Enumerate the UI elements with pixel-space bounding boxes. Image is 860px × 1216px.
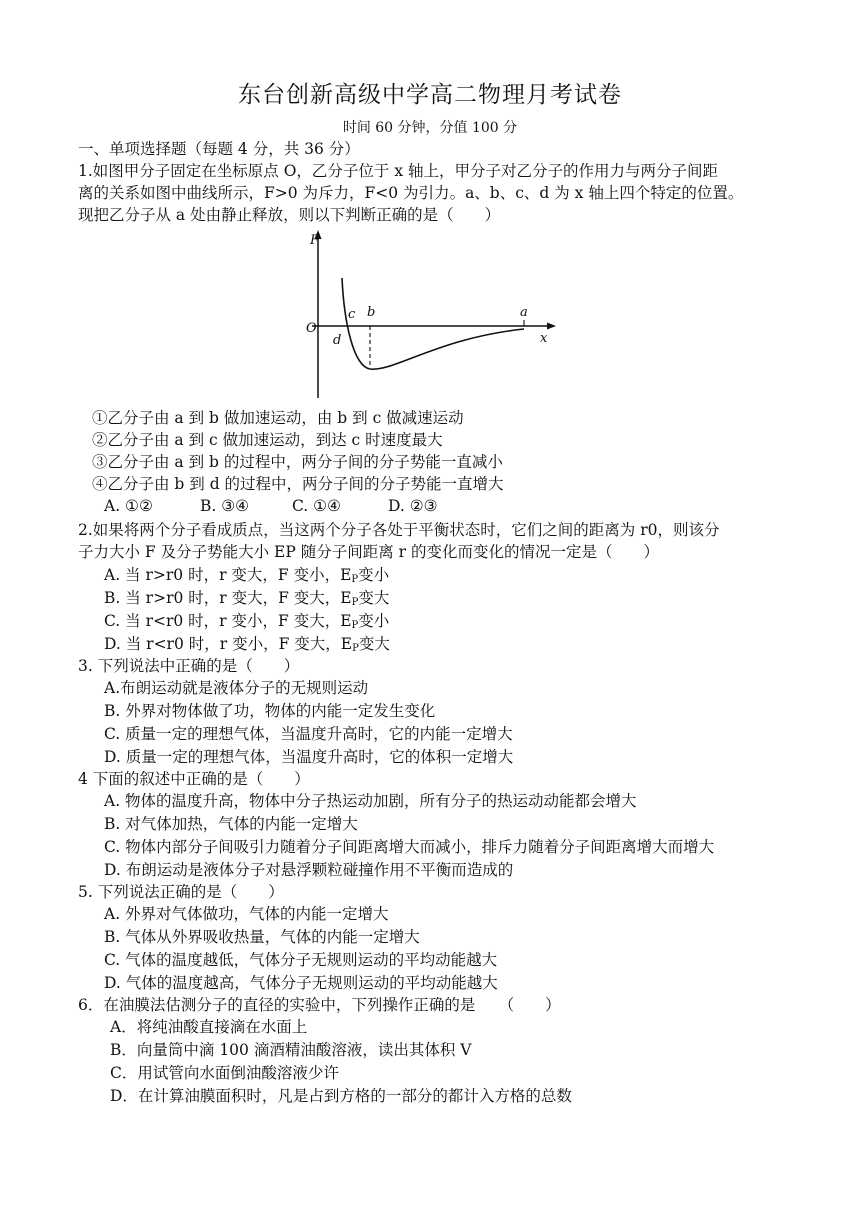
q1-option-a[interactable]: A. ①② (104, 497, 153, 515)
point-b-label: b (367, 305, 376, 320)
x-axis-arrow (547, 323, 556, 330)
force-distance-graph (298, 226, 560, 402)
q2-stem-line-1: 2.如果将两个分子看成质点，当这两个分子各处于平衡状态时，它们之间的距离为 r0，则该分 (78, 521, 720, 539)
q5-stem: 5. 下列说法正确的是（ ） (78, 883, 284, 901)
q2-option-c-text: C. 当 r<r0 时，r 变小，F 变大，E (104, 612, 352, 630)
q2-option-d-text: D. 当 r<r0 时，r 变小，F 变大，E (104, 635, 353, 653)
point-c-label: c (348, 307, 356, 322)
f-axis-label: F (310, 233, 320, 248)
origin-label: O (306, 321, 317, 336)
q2-option-d-tail: 变大 (358, 635, 390, 653)
point-a-label: a (520, 305, 528, 320)
q4-option-d[interactable]: D. 布朗运动是液体分子对悬浮颗粒碰撞作用不平衡而造成的 (104, 861, 514, 879)
q6-option-b[interactable]: B．向量筒中滴 100 滴酒精油酸溶液，读出其体积 V (110, 1041, 472, 1059)
q4-option-b[interactable]: B. 对气体加热，气体的内能一定增大 (104, 815, 358, 833)
q1-option-b[interactable]: B. ③④ (200, 497, 250, 515)
q6-stem: 6．在油膜法估测分子的直径的实验中，下列操作正确的是 （ ） (78, 996, 561, 1014)
q1-statement-3: ③乙分子由 a 到 b 的过程中，两分子间的分子势能一直减小 (92, 453, 503, 471)
q1-option-c[interactable]: C. ①④ (292, 497, 341, 515)
q6-option-d[interactable]: D．在计算油膜面积时，凡是占到方格的一部分的都计入方格的总数 (110, 1087, 572, 1105)
q2-option-b-tail: 变大 (358, 589, 390, 607)
q4-option-c[interactable]: C. 物体内部分子间吸引力随着分子间距离增大而减小，排斥力随着分子间距离增大而增大 (104, 838, 715, 856)
q2-option-c-sub: P (351, 620, 359, 631)
q1-statement-1: ①乙分子由 a 到 b 做加速运动，由 b 到 c 做减速运动 (92, 409, 464, 427)
q6-option-a[interactable]: A．将纯油酸直接滴在水面上 (110, 1018, 308, 1036)
q5-option-c[interactable]: C. 气体的温度越低，气体分子无规则运动的平均动能越大 (104, 951, 498, 969)
q3-option-d[interactable]: D. 质量一定的理想气体，当温度升高时，它的体积一定增大 (104, 748, 514, 766)
q2-option-a-text: A. 当 r>r0 时，r 变大，F 变小，E (104, 566, 352, 584)
q3-stem: 3. 下列说法中正确的是（ ） (78, 657, 300, 675)
q1-statement-4: ④乙分子由 b 到 d 的过程中，两分子间的分子势能一直增大 (92, 475, 504, 493)
q3-option-c[interactable]: C. 质量一定的理想气体，当温度升高时，它的内能一定增大 (104, 725, 513, 743)
q4-option-a[interactable]: A. 物体的温度升高，物体中分子热运动加剧，所有分子的热运动动能都会增大 (104, 792, 637, 810)
q5-option-a[interactable]: A. 外界对气体做功，气体的内能一定增大 (104, 905, 389, 923)
exam-title: 东台创新高级中学高二物理月考试卷 (238, 82, 622, 108)
q1-options (104, 495, 438, 517)
q2-option-c-tail: 变小 (358, 612, 390, 630)
q1-stem-line-2: 离的关系如图中曲线所示，F>0 为斥力，F<0 为引力。a、b、c、d 为 x 轴上四个特定的位置。 (78, 184, 744, 202)
point-d-label: d (333, 333, 342, 348)
q6-option-c[interactable]: C．用试管向水面倒油酸溶液少许 (110, 1064, 339, 1082)
q1-stem-line-1: 1.如图甲分子固定在坐标原点 O，乙分子位于 x 轴上，甲分子对乙分子的作用力与两分子间距 (78, 162, 719, 180)
q2-option-a-tail: 变小 (358, 566, 390, 584)
q5-option-d[interactable]: D. 气体的温度越高，气体分子无规则运动的平均动能越大 (104, 974, 498, 992)
q3-option-b[interactable]: B. 外界对物体做了功，物体的内能一定发生变化 (104, 702, 436, 720)
section-heading: 一、单项选择题（每题 4 分，共 36 分） (78, 140, 360, 158)
q2-option-b-sub: P (351, 597, 359, 608)
q4-stem: 4 下面的叙述中正确的是（ ） (78, 770, 310, 788)
q2-option-b-text: B. 当 r>r0 时，r 变大，F 变大，E (104, 589, 352, 607)
q5-option-b[interactable]: B. 气体从外界吸收热量，气体的内能一定增大 (104, 928, 420, 946)
force-curve (342, 278, 524, 369)
x-axis-label: x (540, 331, 548, 346)
q2-stem-line-2: 子力大小 F 及分子势能大小 EP 随分子间距离 r 的变化而变化的情况一定是（ ） (78, 543, 659, 561)
q1-option-d[interactable]: D. ②③ (388, 497, 438, 515)
q1-statement-2: ②乙分子由 a 到 c 做加速运动，到达 c 时速度最大 (92, 431, 443, 449)
exam-subtitle: 时间 60 分钟，分值 100 分 (342, 120, 518, 136)
q3-option-a[interactable]: A.布朗运动就是液体分子的无规则运动 (104, 679, 369, 697)
q1-stem-line-3: 现把乙分子从 a 处由静止释放，则以下判断正确的是（ ） (78, 206, 501, 224)
q2-option-a-sub: P (351, 574, 359, 585)
q2-option-d-sub: P (352, 643, 359, 654)
